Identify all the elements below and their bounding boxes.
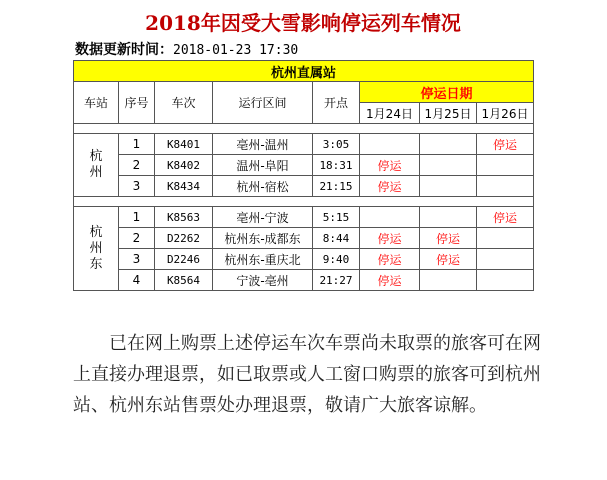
- train-cell: K8434: [155, 176, 213, 197]
- seq-cell: 3: [119, 249, 155, 270]
- seq-cell: 1: [119, 134, 155, 155]
- table-row: [74, 207, 534, 228]
- depart-cell: 18:31: [313, 155, 360, 176]
- header-train: 车次: [155, 82, 213, 124]
- header-seq: 序号: [119, 82, 155, 124]
- route-cell: 宁波-亳州: [213, 270, 313, 291]
- station-cell: 杭 州 东: [74, 207, 119, 291]
- stop-cell: 停运: [420, 249, 477, 270]
- depart-cell: 3:05: [313, 134, 360, 155]
- train-cell: D2246: [155, 249, 213, 270]
- update-value: 2018-01-23 17:30: [173, 43, 299, 58]
- header-date: 1月26日: [477, 103, 534, 124]
- train-cell: D2262: [155, 228, 213, 249]
- header-stop-dates: 停运日期: [360, 82, 534, 103]
- seq-cell: 2: [119, 155, 155, 176]
- page-title: 2018年因受大雪影响停运列车情况: [145, 11, 461, 35]
- route-cell: 杭州东-重庆北: [213, 249, 313, 270]
- section-title: 杭州直属站: [74, 61, 534, 82]
- depart-cell: 21:15: [313, 176, 360, 197]
- header-date: 1月24日: [360, 103, 420, 124]
- table-row: [74, 249, 534, 270]
- stop-cell: 停运: [360, 249, 420, 270]
- route-cell: 亳州-宁波: [213, 207, 313, 228]
- header-route: 运行区间: [213, 82, 313, 124]
- depart-cell: 8:44: [313, 228, 360, 249]
- row-gap: [74, 124, 534, 134]
- stop-cell: [360, 134, 420, 155]
- stop-cell: [477, 270, 534, 291]
- route-cell: 温州-阜阳: [213, 155, 313, 176]
- route-cell: 杭州-宿松: [213, 176, 313, 197]
- header-station: 车站: [74, 82, 119, 124]
- stop-cell: [420, 155, 477, 176]
- seq-cell: 2: [119, 228, 155, 249]
- stop-cell: 停运: [360, 176, 420, 197]
- stop-cell: [360, 207, 420, 228]
- train-cell: K8401: [155, 134, 213, 155]
- update-time: [73, 40, 533, 60]
- row-gap: [74, 197, 534, 207]
- stop-cell: [420, 270, 477, 291]
- depart-cell: 9:40: [313, 249, 360, 270]
- stop-cell: 停运: [360, 155, 420, 176]
- update-label: 数据更新时间：: [75, 42, 173, 58]
- stop-cell: [477, 176, 534, 197]
- stop-cell: [477, 155, 534, 176]
- stop-cell: [420, 134, 477, 155]
- stop-cell: [477, 249, 534, 270]
- table-row: [74, 176, 534, 197]
- stop-cell: [477, 228, 534, 249]
- stop-cell: [420, 207, 477, 228]
- stop-cell: 停运: [477, 207, 534, 228]
- seq-cell: 4: [119, 270, 155, 291]
- seq-cell: 1: [119, 207, 155, 228]
- train-cell: K8564: [155, 270, 213, 291]
- route-cell: 杭州东-成都东: [213, 228, 313, 249]
- table-row: [74, 134, 534, 155]
- table-row: [74, 155, 534, 176]
- header-date: 1月25日: [420, 103, 477, 124]
- train-cell: K8402: [155, 155, 213, 176]
- stop-cell: 停运: [360, 228, 420, 249]
- notice-paragraph: 已在网上购票上述停运车次车票尚未取票的旅客可在网上直接办理退票，如已取票或人工窗口购票的旅客可到杭州站、杭州东站售票处办理退票，敬请广大旅客谅解。: [73, 333, 541, 416]
- train-cell: K8563: [155, 207, 213, 228]
- table-row: [74, 270, 534, 291]
- stop-cell: 停运: [360, 270, 420, 291]
- depart-cell: 21:27: [313, 270, 360, 291]
- suspension-table: [73, 60, 534, 291]
- station-cell: 杭 州: [74, 134, 119, 197]
- depart-cell: 5:15: [313, 207, 360, 228]
- notice-sheet: [73, 6, 533, 291]
- header-depart: 开点: [313, 82, 360, 124]
- stop-cell: 停运: [477, 134, 534, 155]
- stop-cell: [420, 176, 477, 197]
- table-row: [74, 228, 534, 249]
- seq-cell: 3: [119, 176, 155, 197]
- stop-cell: 停运: [420, 228, 477, 249]
- route-cell: 亳州-温州: [213, 134, 313, 155]
